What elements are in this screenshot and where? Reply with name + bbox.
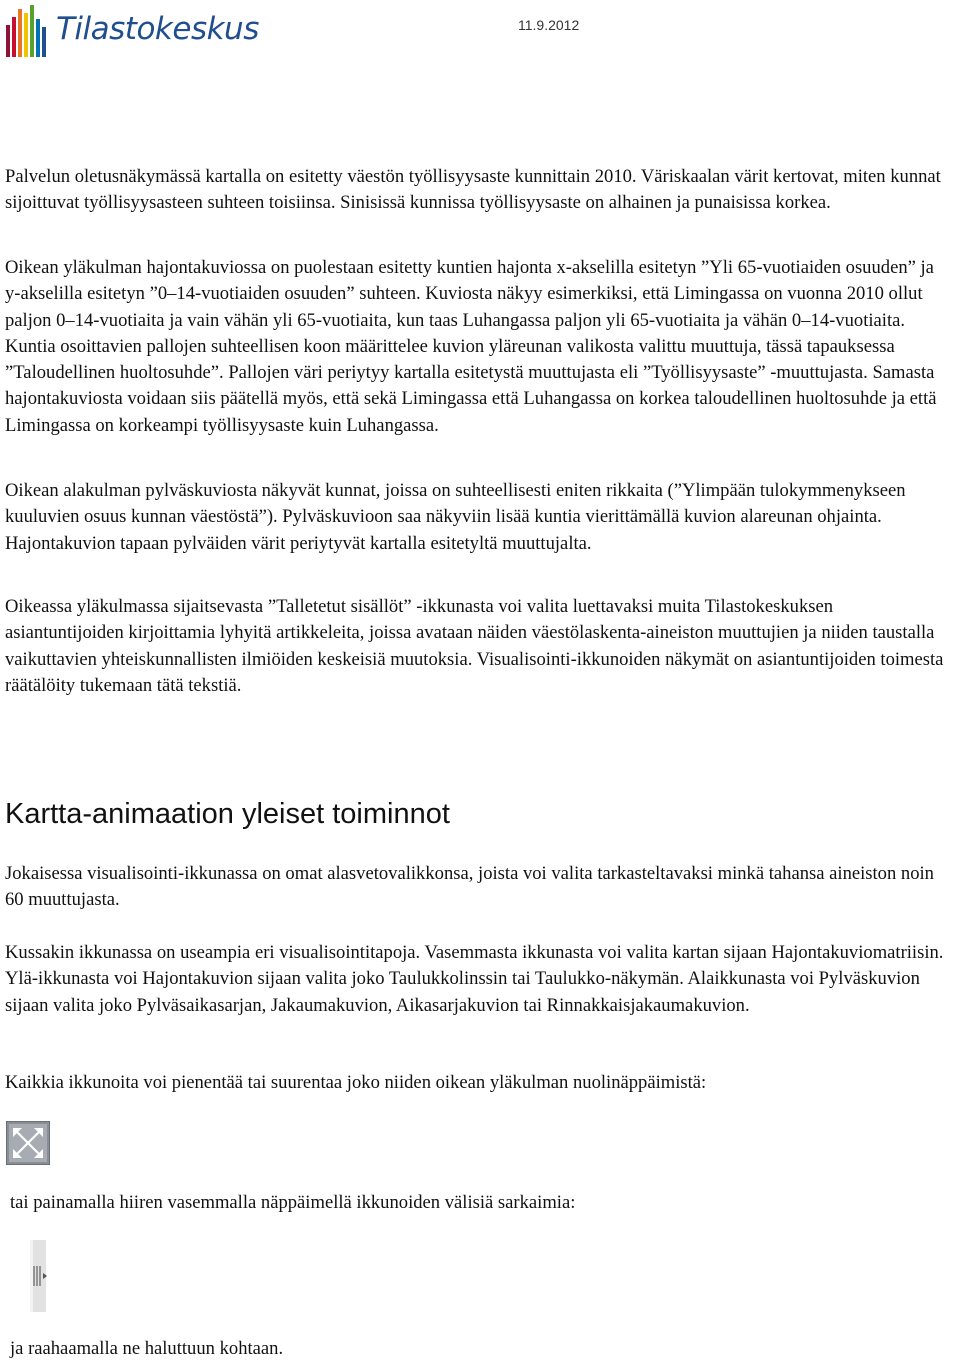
paragraph-scatter: Oikean yläkulman hajontakuviossa on puolestaan esitetty kuntien hajonta x-akselilla esitetyn ”Yli 65-vuotiaiden osuuden” ja y-akselilla esitetyn ”0–14-vuotiaiden osuuden” suhteen. Kuviosta näkyy esimerkiksi, että Limingassa on vuonna 2010 ollut paljon 0–14-vuotiaita ja vain vähän yli 65-vuotiaita, kun taas Luhangassa paljon yli 65-vuotiaita ja vähän 0–14-vuotiaita. Kuntia osoittavien pallojen suhteellisen koon määrittelee kuvion yläreunan valikosta valittu muuttuja, tässä tapauksessa ”Taloudellinen huoltosuhde”. Pallojen väri periytyy kartalla esitetystä muuttujasta eli ”Työllisyysaste” -muuttujasta. Samasta hajontakuviosta voidaan siis päätellä myös, että sekä Limingassa että Luhangassa on korkea taloudellinen huoltosuhde ja että Limingassa on korkeampi työllisyysaste kuin Luhangassa. (5, 257, 937, 436)
paragraph-visualization-modes: Kussakin ikkunassa on useampia eri visualisointitapoja. Vasemmasta ikkunasta voi valita kartan sijaan Hajontakuviomatriisin. Ylä-ikkunasta voi Hajontakuvion sijaan valita joko Taulukkolinssin tai Taulukko-näkymän. Alaikkunasta voi Pylväskuvion sijaan valita joko Pylväsaikasarjan, Jakaumakuvion, Aikasarjakuvion tai Rinnakkaisjakaumakuvion. (5, 942, 944, 1016)
logo-wordmark: Tilastokeskus (56, 11, 259, 47)
window-splitter-tab-icon (26, 1240, 50, 1312)
tilastokeskus-logo-icon (4, 3, 50, 59)
paragraph-resize: Kaikkia ikkunoita voi pienentää tai suurentaa joko niiden oikean yläkulman nuolinäppäimistä: (5, 1072, 707, 1093)
document-date: 11.9.2012 (518, 17, 580, 33)
section-heading: Kartta-animaation yleiset toiminnot (5, 798, 450, 830)
paragraph-dropdowns: Jokaisessa visualisointi-ikkunassa on omat alasvetovalikkonsa, joista voi valita tarkasteltavaksi minkä tahansa aineiston noin 60 muuttujasta. (5, 863, 934, 911)
paragraph-bar-chart: Oikean alakulman pylväskuviosta näkyvät kunnat, joissa on suhteellisesti eniten rikkaita (”Ylimpään tulokymmenykseen kuuluvien osuus kunnan väestöstä”). Pylväskuvioon saa näkyviin lisää kuntia vierittämällä kuvion alareunan ohjainta. Hajontakuvion tapaan pylväiden värit periytyvät kartalla esitetyltä muuttujalta. (5, 480, 906, 554)
tilastokeskus-logo (4, 3, 259, 59)
paragraph-tabs: tai painamalla hiiren vasemmalla näppäimellä ikkunoiden välisiä sarkaimia: (10, 1192, 576, 1213)
paragraph-saved-content: Oikeassa yläkulmassa sijaitsevasta ”Talletetut sisällöt” -ikkunasta voi valita luettavaksi muita Tilastokeskuksen asiantuntijoiden kirjoittamia lyhyitä artikkeleita, joissa avataan näiden väestölaskenta-aineiston muuttujien ja niiden taustalla vaikuttavien yhteiskunnallisten ilmiöiden keskeisiä muutoksia. Visualisointi-ikkunoiden näkymät on asiantuntijoiden toimesta räätälöity tukemaan tätä tekstiä. (5, 596, 944, 696)
paragraph-map-intro: Palvelun oletusnäkymässä kartalla on esitetty väestön työllisyysaste kunnittain 2010. Väriskaalan värit kertovat, miten kunnat sijoittuvat työllisyysasteen suhteen toisiinsa. Sinisissä kunnissa työllisyysaste on alhainen ja punaisissa korkea. (5, 166, 941, 214)
expand-arrows-icon (6, 1121, 50, 1165)
paragraph-drag: ja raahaamalla ne haluttuun kohtaan. (10, 1338, 284, 1359)
